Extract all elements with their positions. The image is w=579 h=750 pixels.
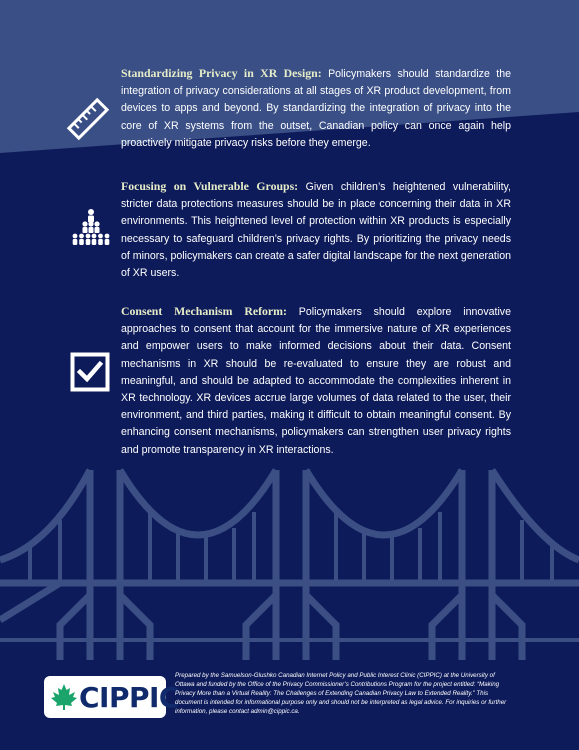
cippic-logo bbox=[44, 676, 179, 718]
section-heading: Consent Mechanism Reform: bbox=[121, 304, 299, 318]
section-vulnerable-groups bbox=[121, 178, 511, 282]
section-heading: Focusing on Vulnerable Groups: bbox=[121, 179, 306, 193]
people-group-icon bbox=[71, 208, 111, 248]
section-body: Policymakers should standardize the integration of privacy considerations at all stages of XR product development, from devices to apps and beyond. By standardizing the integration of privacy into the core of XR systems from the outset, Canadian policy can once again help proactively mitigate privacy risks before they emerge. bbox=[121, 68, 512, 149]
section-body: Policymakers should explore innovative approaches to consent that account for the immersive nature of XR experiences and empower users to make informed decisions about their data. Consent mechanisms in XR should be re-evaluated to ensure they are robust and meaningful, and should be adapted to accommodate the complexities inherent in XR technology. XR devices accrue large volumes of data related to the user, their environment, and third parties, making it difficult to obtain meaningful consent. By enhancing consent mechanisms, policymakers can strengthen user privacy rights and promote transparency in XR interactions. bbox=[121, 306, 511, 456]
ruler-icon bbox=[66, 97, 110, 141]
checkbox-icon bbox=[70, 352, 110, 392]
section-standardizing-privacy bbox=[121, 65, 511, 152]
section-heading: Standardizing Privacy in XR Design: bbox=[121, 66, 329, 80]
maple-leaf-icon bbox=[50, 683, 78, 711]
section-consent-mechanism bbox=[121, 303, 511, 459]
footer-disclaimer: Prepared by the Samuelson-Glushko Canadian Internet Policy and Public Interest Clinic (CIPPIC) at the University of Ottawa and funded by the Office of the Privacy Commissioner’s Contributions Program for the project entitled: “Making Privacy More than a Virtual Reality: The Challenges of Extending Canadian Privacy Law to Extended Reality.” This document is intended for informational purpose only and should not be interpreted as legal advice. For inquiries or further information, please contact admin@cippic.ca. bbox=[175, 672, 507, 716]
section-body: Given children’s heightened vulnerability, stricter data protections measures should be in place concerning their data in XR environments. This heightened level of protection within XR products is especially necessary to safeguard children’s privacy rights. By prioritizing the privacy needs of minors, policymakers can create a safer digital landscape for the next generation of XR users. bbox=[121, 181, 511, 280]
logo-text: CIPPIC bbox=[79, 681, 179, 714]
